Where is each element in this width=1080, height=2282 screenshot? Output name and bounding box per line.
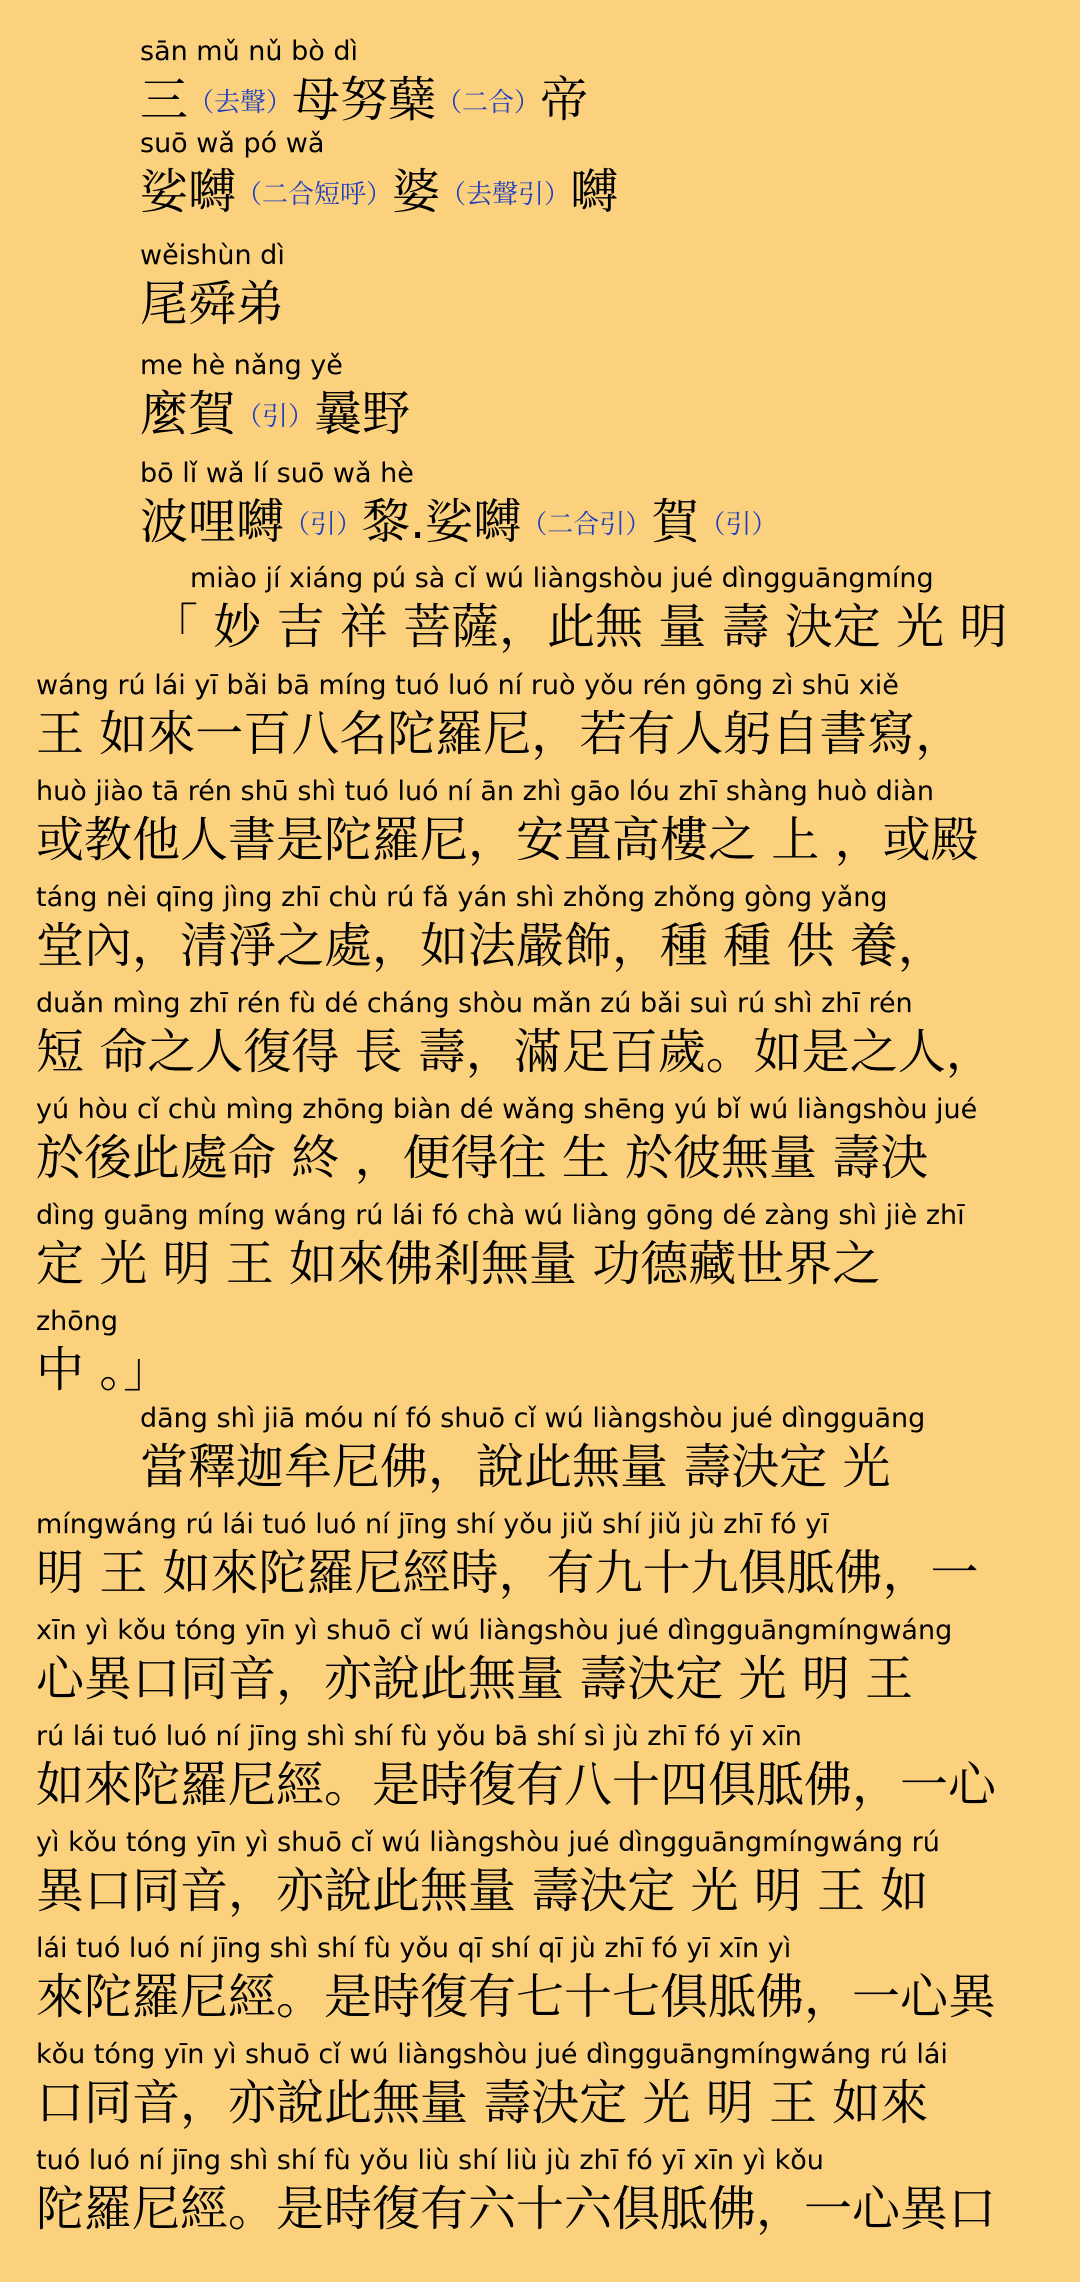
chinese-text (140, 492, 777, 555)
pinyin: yú hòu cǐ chù mìng zhōng biàn dé wǎng shēng yú bǐ wú liàngshòu jué (36, 1094, 978, 1125)
chinese-text (140, 384, 410, 447)
pronunciation-note: （引） (236, 402, 315, 432)
chinese-text: 定 光 明 王 如來佛剎無量 功德藏世界之 (36, 1236, 881, 1292)
chinese-text: 「 妙 吉 祥 菩薩，此無 量 壽 決定 光 明 (150, 599, 1008, 655)
pinyin: sān mǔ nǔ bò dì (140, 36, 358, 67)
chinese-text: 母努蘖 (292, 72, 437, 128)
pronunciation-note: （二合短呼） (236, 180, 393, 210)
chinese-text: 如來陀羅尼經。是時復有八十四俱胝佛，一心 (36, 1757, 997, 1813)
pinyin: rú lái tuó luó ní jīng shì shí fù yǒu bā shí sì jù zhī fó yī xīn (36, 1721, 802, 1752)
chinese-text: 三 (140, 72, 189, 128)
pronunciation-note: （引） (699, 510, 778, 540)
chinese-text (140, 162, 618, 225)
chinese-text: 尾舜弟 (140, 276, 285, 332)
chinese-text: 麼賀 (140, 386, 237, 442)
pinyin: wěishùn dì (140, 240, 285, 271)
pinyin: xīn yì kǒu tóng yīn yì shuō cǐ wú liàngshòu jué dìngguāngmíngwáng (36, 1615, 953, 1646)
pinyin: huò jiào tā rén shū shì tuó luó ní ān zhì gāo lóu zhī shàng huò diàn (36, 776, 935, 807)
pinyin: wáng rú lái yī bǎi bā míng tuó luó ní ruò yǒu rén gōng zì shū xiě (36, 670, 899, 701)
chinese-text: 黎.娑嚩 (362, 494, 522, 550)
chinese-text (140, 274, 284, 334)
pinyin: me hè nǎng yě (140, 350, 343, 381)
chinese-text: 娑嚩 (140, 164, 237, 220)
chinese-text: 或教他人書是陀羅尼，安置高樓之 上 ，或殿 (36, 812, 979, 868)
chinese-text: 口同音，亦說此無量 壽決定 光 明 王 如來 (36, 2075, 929, 2131)
pinyin: dìng guāng míng wáng rú lái fó chà wú liàng gōng dé zàng shì jiè zhī (36, 1200, 965, 1231)
pinyin: zhōng (36, 1306, 119, 1337)
pronunciation-note: （去聲） (188, 88, 293, 118)
chinese-text: 異口同音，亦說此無量 壽決定 光 明 王 如 (36, 1863, 929, 1919)
chinese-text: 王 如來一百八名陀羅尼，若有人躬自書寫， (36, 706, 964, 762)
chinese-text: 陀羅尼經。是時復有六十六俱胝佛，一心異口 (36, 2181, 997, 2237)
chinese-text: 短 命之人復得 長 壽，滿足百歲。如是之人， (36, 1024, 994, 1080)
pinyin: suō wǎ pó wǎ (140, 128, 325, 159)
chinese-text (140, 70, 588, 133)
chinese-text: 來陀羅尼經。是時復有七十七俱胝佛，一心異 (36, 1969, 997, 2025)
pinyin: táng nèi qīng jìng zhī chù rú fǎ yán shì zhǒng zhǒng gòng yǎng (36, 882, 888, 913)
pinyin: duǎn mìng zhī rén fù dé cháng shòu mǎn zú bǎi suì rú shì zhī rén (36, 988, 913, 1019)
pinyin: bō lǐ wǎ lí suō wǎ hè (140, 458, 414, 489)
pronunciation-note: （引） (284, 510, 363, 540)
pinyin: kǒu tóng yīn yì shuō cǐ wú liàngshòu jué dìngguāngmíngwáng rú lái (36, 2039, 948, 2070)
chinese-text: 中 。」 (36, 1342, 172, 1398)
chinese-text: 心異口同音，亦說此無量 壽決定 光 明 王 (36, 1651, 914, 1707)
chinese-text: 於後此處命 終 ，便得往 生 於彼無量 壽決 (36, 1130, 929, 1186)
pronunciation-note: （去聲引） (440, 180, 571, 210)
chinese-text: 波哩嚩 (140, 494, 285, 550)
pinyin: lái tuó luó ní jīng shì shí fù yǒu qī shí qī jù zhī fó yī xīn yì (36, 1933, 792, 1964)
chinese-text: 賀 (651, 494, 700, 550)
chinese-text: 嚩 (570, 164, 619, 220)
chinese-text: 帝 (540, 72, 589, 128)
pronunciation-note: （二合引） (521, 510, 652, 540)
pinyin: tuó luó ní jīng shì shí fù yǒu liù shí liù jù zhī fó yī xīn yì kǒu (36, 2145, 824, 2176)
chinese-text: 婆 (392, 164, 441, 220)
chinese-text: 堂內，清淨之處，如法嚴飾，種 種 供 養， (36, 918, 946, 974)
pinyin: yì kǒu tóng yīn yì shuō cǐ wú liàngshòu jué dìngguāngmíngwáng rú (36, 1827, 940, 1858)
chinese-text: 明 王 如來陀羅尼經時，有九十九俱胝佛，一 (36, 1545, 979, 1601)
pinyin: míngwáng rú lái tuó luó ní jīng shí yǒu jiǔ shí jiǔ jù zhī fó yī (36, 1509, 829, 1540)
chinese-text: 曩野 (314, 386, 411, 442)
pinyin: dāng shì jiā móu ní fó shuō cǐ wú liàngshòu jué dìngguāng (140, 1403, 926, 1434)
pronunciation-note: （二合） (436, 88, 541, 118)
pinyin: miào jí xiáng pú sà cǐ wú liàngshòu jué dìngguāngmíng (190, 563, 934, 594)
chinese-text: 當釋迦牟尼佛，說此無量 壽決定 光 (140, 1439, 891, 1495)
